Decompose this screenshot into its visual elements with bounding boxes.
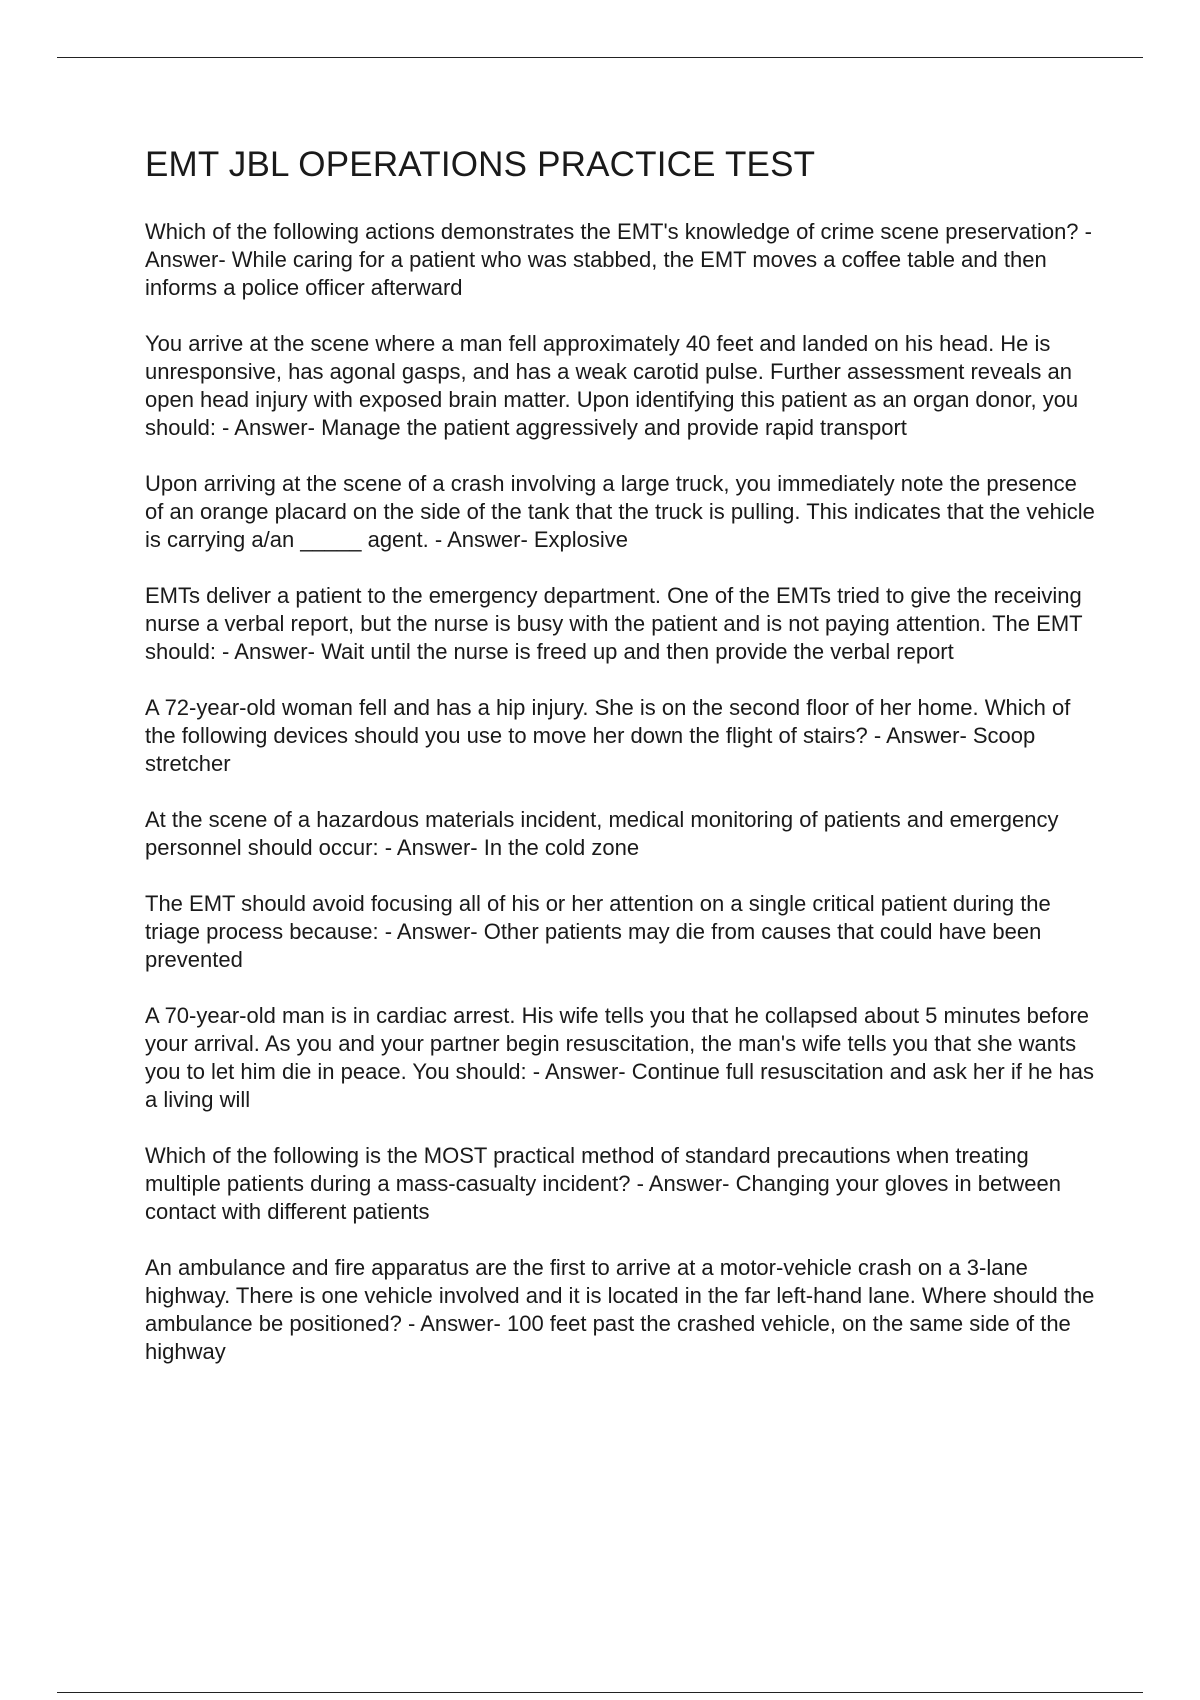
page-title: EMT JBL OPERATIONS PRACTICE TEST <box>145 145 816 184</box>
qa-item-6: At the scene of a hazardous materials incident, medical monitoring of patients and emergency personnel should occur: - Answer- In the cold zone <box>145 807 1059 860</box>
qa-item-5: A 72-year-old woman fell and has a hip injury. She is on the second floor of her home. Which of the following devices should you use to move her down the flight of stairs? - Answer- Scoop stretcher <box>145 695 1071 776</box>
qa-item-10: An ambulance and fire apparatus are the first to arrive at a motor-vehicle crash on a 3-lane highway. There is one vehicle involved and it is located in the far left-hand lane. Where should the ambulance be positioned? - Answer- 100 feet past the crashed vehicle, on the same side of the highway <box>145 1255 1095 1364</box>
qa-item-4: EMTs deliver a patient to the emergency department. One of the EMTs tried to give the receiving nurse a verbal report, but the nurse is busy with the patient and is not paying attention. The EMT should: - Answer- Wait until the nurse is freed up and then provide the verbal report <box>145 583 1083 664</box>
document-body <box>145 143 1095 1394</box>
qa-item-3: Upon arriving at the scene of a crash involving a large truck, you immediately note the presence of an orange placard on the side of the tank that the truck is pulling. This indicates that the vehicle is carrying a/an _____ agent. - Answer- Explosive <box>145 471 1095 552</box>
footer-rule <box>57 1692 1143 1693</box>
qa-item-7: The EMT should avoid focusing all of his or her attention on a single critical patient during the triage process because: - Answer- Other patients may die from causes that could have been prevented <box>145 891 1051 972</box>
header-rule <box>57 57 1143 58</box>
qa-item-9: Which of the following is the MOST practical method of standard precautions when treating multiple patients during a mass-casualty incident? - Answer- Changing your gloves in between contact with different patients <box>145 1143 1061 1224</box>
qa-item-8: A 70-year-old man is in cardiac arrest. His wife tells you that he collapsed about 5 minutes before your arrival. As you and your partner begin resuscitation, the man's wife tells you that she wants you to let him die in peace. You should: - Answer- Continue full resuscitation and ask her if he has a living will <box>145 1003 1095 1112</box>
qa-item-2: You arrive at the scene where a man fell approximately 40 feet and landed on his head. He is unresponsive, has agonal gasps, and has a weak carotid pulse. Further assessment reveals an open head injury with exposed brain matter. Upon identifying this patient as an organ donor, you should: - Answer- Manage the patient aggressively and provide rapid transport <box>145 331 1079 440</box>
qa-item-1: Which of the following actions demonstrates the EMT's knowledge of crime scene preservation? - Answer- While caring for a patient who was stabbed, the EMT moves a coffee table and then informs a police officer afterward <box>145 219 1092 300</box>
